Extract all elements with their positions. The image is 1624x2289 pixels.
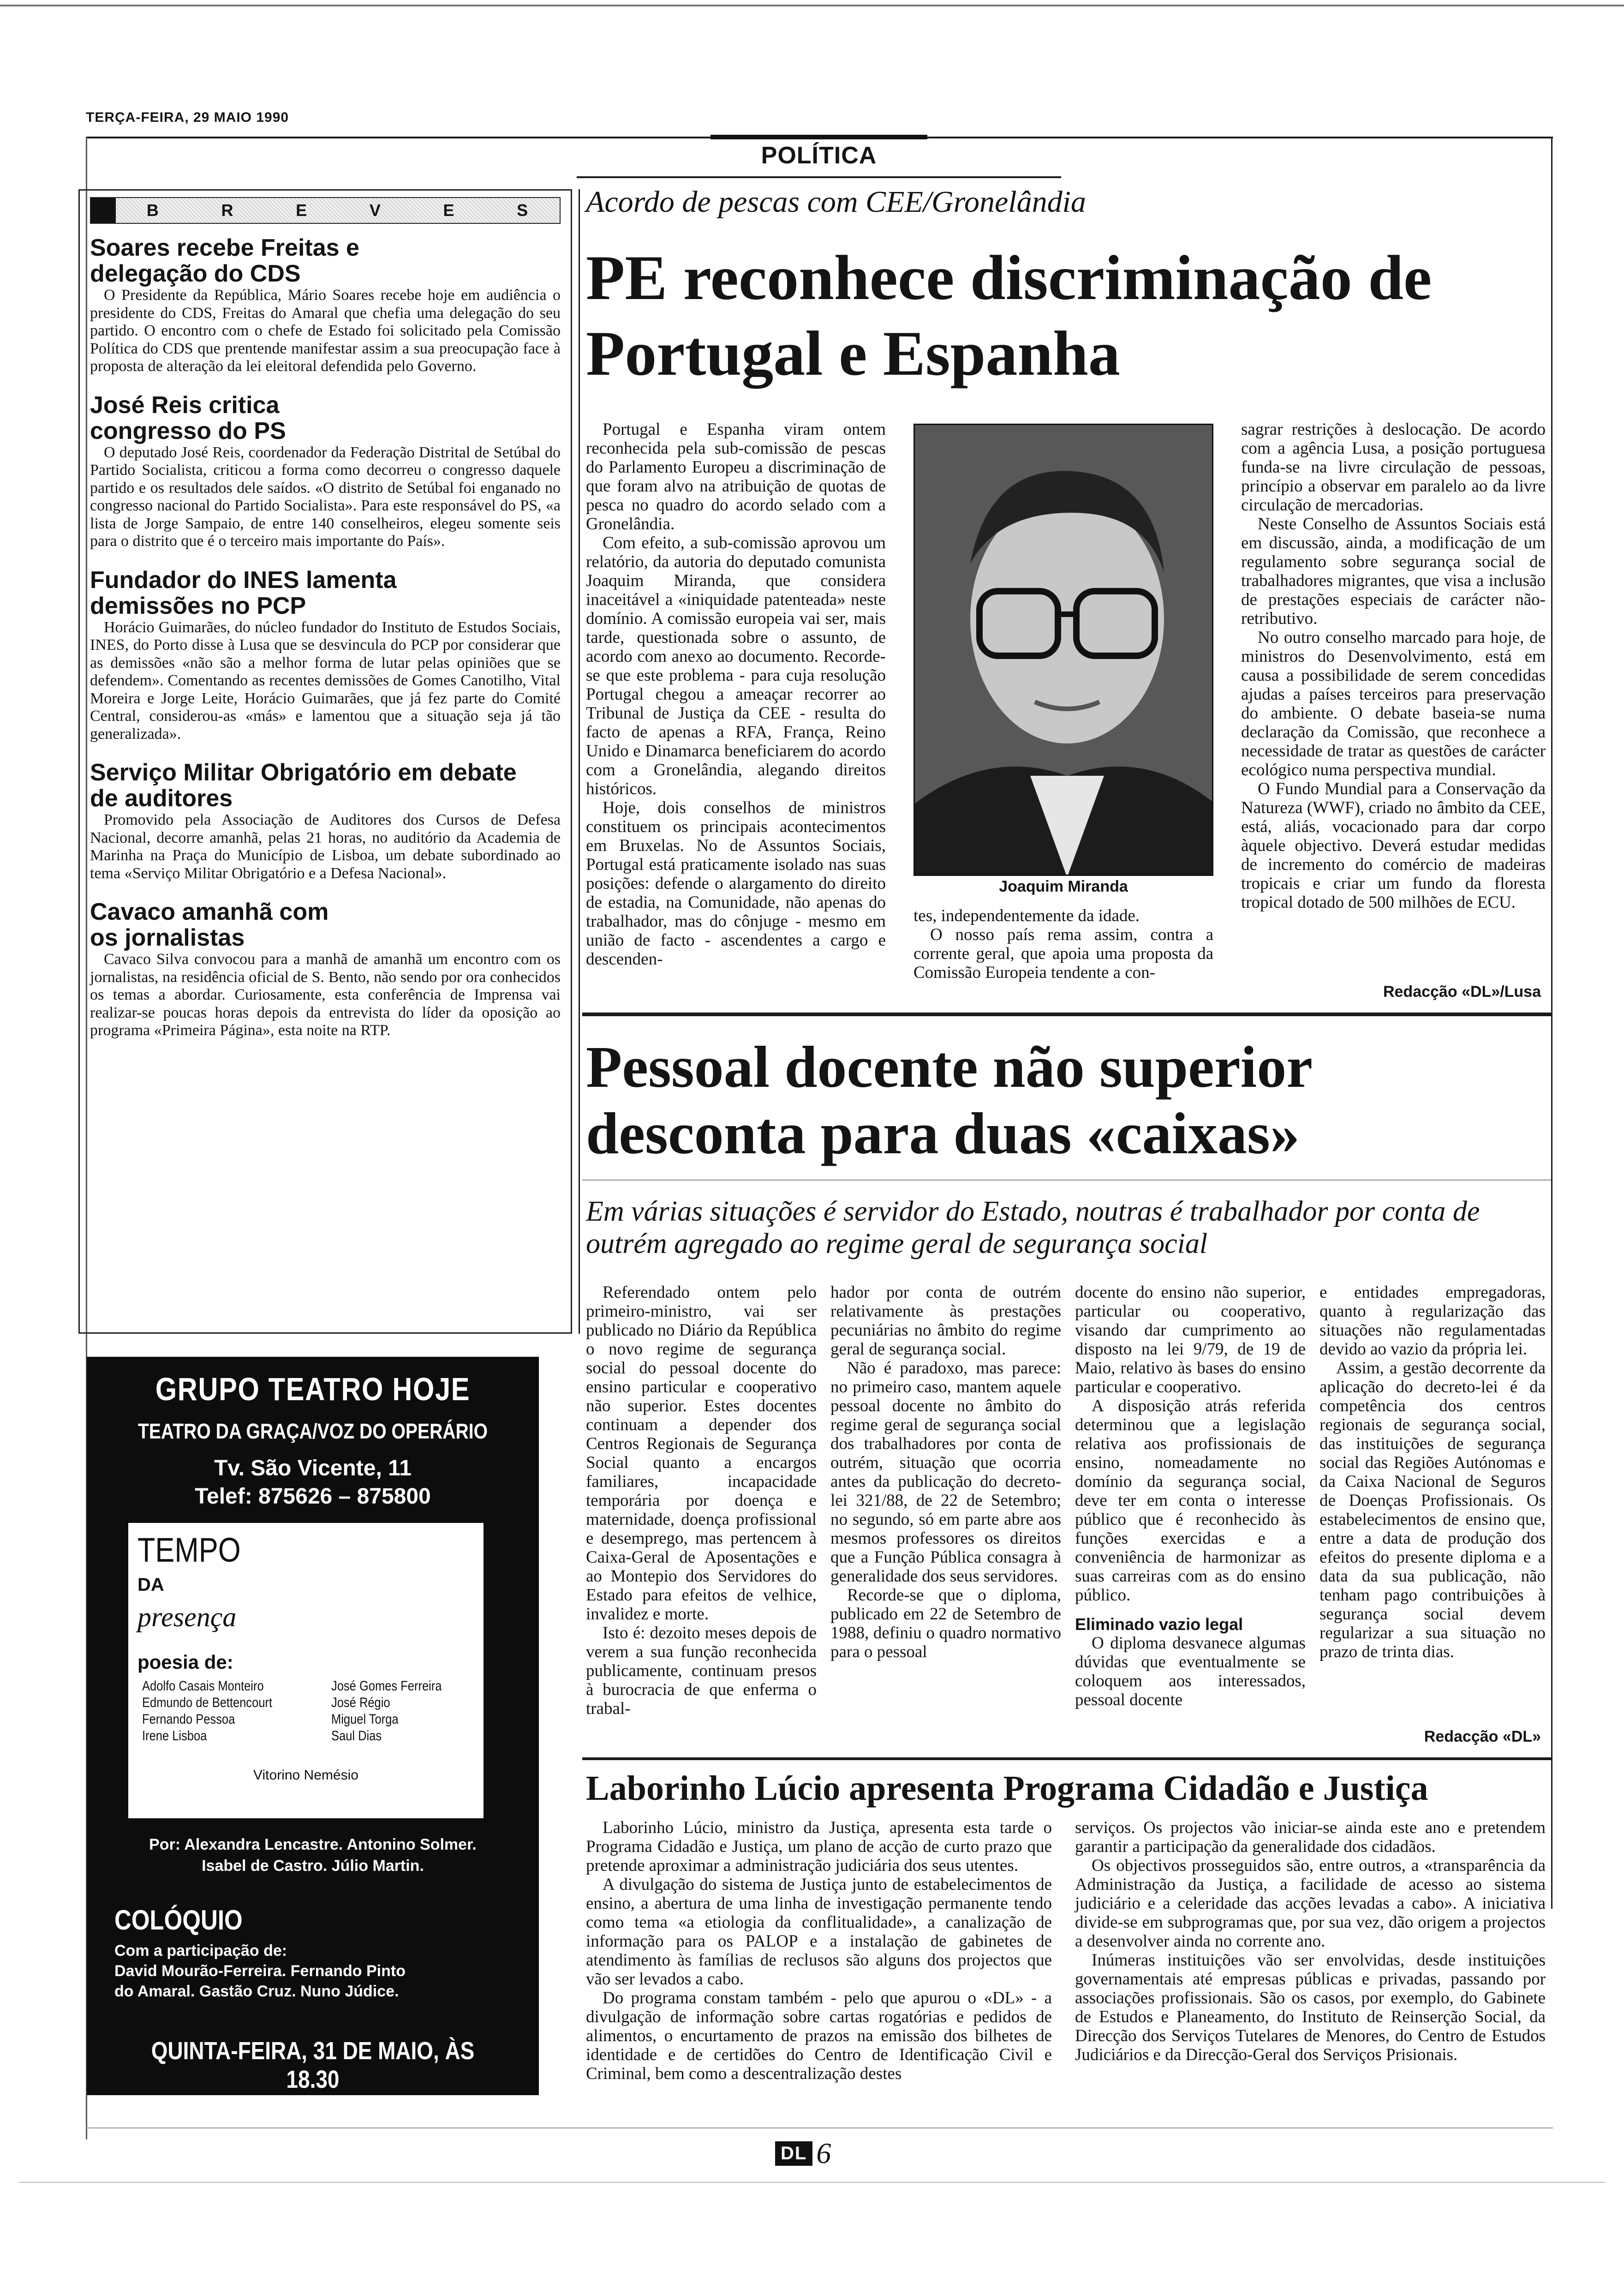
bottom-dotted-rule bbox=[86, 2127, 1553, 2128]
brief-body: Promovido pela Associação de Auditores dos Cursos de Defesa Nacional, decorre amanhã, pelas 21 horas, no auditório da Academia de Marinha na Praça do Município de Lisboa, um debate subordinado ao tema «Serviço Militar Obrigatório e a Defesa Nacional». bbox=[90, 811, 561, 882]
article3-headline: Laborinho Lúcio apresenta Programa Cidadão e Justiça bbox=[586, 1769, 1428, 1808]
ad-show-panel bbox=[128, 1523, 484, 1818]
breves-marker bbox=[91, 198, 116, 223]
brief-title: Cavaco amanhã com os jornalistas bbox=[90, 899, 329, 951]
ad-group-name: GRUPO TEATRO HOJE bbox=[155, 1371, 471, 1407]
poets-left-list: Adolfo Casais Monteiro Edmundo de Bettencourt Fernando Pessoa Irene Lisboa bbox=[142, 1678, 273, 1744]
article1-kicker: Acordo de pescas com CEE/Gronelândia bbox=[586, 185, 1086, 219]
brief-body: Cavaco Silva convocou para a manhã de amanhã um encontro com os jornalistas, na residência oficial de S. Bento, não sendo por ora conhecidos os temas a abordar. Curiosamente, esta conferência de Imprensa vai realizar-se poucas horas depois da entrevista do líder da oposição ao programa «Primeira Página», esta noite na RTP. bbox=[90, 951, 561, 1039]
show-title-da: DA bbox=[137, 1575, 164, 1595]
brief-item bbox=[90, 392, 561, 551]
brief-body: O deputado José Reis, coordenador da Federação Distrital de Setúbal do Partido Socialista, criticou a forma como decorreu o congresso daquele partido e os resultados dele saídos. «O distrito de Setúbal foi enganado no congresso nacional do Partido Socialista». Para este responsável do PS, «a lista de Jorge Sampaio, de entre 140 conselheiros, elegeu somente seis para o distrito que é o terceiro mais importante do País». bbox=[90, 443, 561, 550]
article1-bottom-rule bbox=[582, 1013, 1551, 1016]
poet-center: Vitorino Nemésio bbox=[253, 1768, 358, 1783]
article2-credit: Redacção «DL» bbox=[1424, 1728, 1541, 1745]
article2-inline-subhead: Eliminado vazio legal bbox=[1075, 1615, 1243, 1634]
article1-credit: Redacção «DL»/Lusa bbox=[1383, 983, 1541, 1001]
section-underline bbox=[577, 176, 1061, 178]
poetry-label: poesia de: bbox=[137, 1651, 233, 1673]
dl-logo-icon: DL bbox=[775, 2141, 812, 2166]
breves-column bbox=[78, 189, 572, 1334]
photo-caption: Joaquim Miranda bbox=[999, 878, 1128, 895]
joaquim-miranda-photo bbox=[914, 424, 1213, 876]
brief-title: Serviço Militar Obrigatório em debate de auditores bbox=[90, 759, 517, 812]
article2-subhead: Em várias situações é servidor do Estado, noutras é trabalhador por conta de outrém agregado ao regime geral de segurança social bbox=[586, 1196, 1480, 1259]
article2-column-2: hador por conta de outrém relativamente às prestações pecuniárias no âmbito do regime geral de segurança social. Não é paradoxo, mas parece: no primeiro caso, mantem aquele pessoal docente no âmbito do regime geral de segurança social dos trabalhadores por conta de outrém, situação que ocorria antes da publicação do decreto-lei 321/88, de 22 de Setembro; no segundo, só em parte abre aos mesmos professores os direitos que a Função Pública consagra à generalidade dos seus servidores. Recorde-se que o diploma, publicado em 22 de Setembro de 1988, definiu o quadro normativo para o pessoal bbox=[830, 1283, 1061, 1661]
scan-edge-line bbox=[0, 5, 1624, 6]
article2-column-1: Referendado ontem pelo primeiro-ministro, vai ser publicado no Diário da República o novo regime de segurança social do pessoal docente do ensino particular e cooperativo não superior. Estes docentes continuam a depender dos Centros Regionais de Segurança Social quanto a encargos familiares, incapacidade temporária por doença e maternidade, doença profissional e desemprego, mas pertencem à Caixa-Geral de Aposentações e ao Montepio dos Servidores do Estado para efeitos de velhice, invalidez e morte. Isto é: dezoito meses depois de verem a sua função reconhecida publicamente, continuam presos à burocracia de que enferma o trabal- bbox=[586, 1283, 817, 1718]
right-frame-rule bbox=[1551, 137, 1552, 1909]
breves-header bbox=[90, 197, 561, 224]
article2-column-3: docente do ensino não superior, particular ou cooperativo, visando dar cumprimento ao disposto na lei 9/79, de 19 de Maio, relativo às bases do ensino particular e cooperativo. A disposição atrás referida determinou que a legislação relativa aos profissionais de ensino, nomeadamente no domínio da segurança social, deve ter em conta o interesse público que é reconhecido às funções exercidas e a conveniência de harmonizar as suas carreiras com as do ensino público. Eliminado vazio legal O diploma desvanece algumas dúvidas que eventualmente se coloquem aos interessados, pessoal docente bbox=[1075, 1283, 1306, 1709]
section-label-box bbox=[710, 135, 927, 175]
brief-item bbox=[90, 899, 561, 1040]
scan-bottom-line bbox=[18, 2182, 1606, 2183]
article2-column-4: e entidades empregadoras, quanto à regularização das situações não regulamentadas devido ao vazio da própria lei. Assim, a gestão decorrente da aplicação do decreto-lei é da competência dos centros regionais de segurança social, das instituições de segurança social das Regiões Autónomas e da Caixa Nacional de Seguros de Doenças Profissionais. Os estabelecimentos de ensino que, entre a data de produção dos efeitos do presente diploma e a data da sua publicação, não tenham pago contribuições à segurança social devem regularizar a sua situação no prazo de trinta dias. bbox=[1320, 1283, 1546, 1661]
article1-headline: PE reconhece discriminação de Portugal e Espanha bbox=[586, 242, 1432, 389]
ad-coloquio: COLÓQUIO bbox=[114, 1905, 243, 1935]
article3-column-2: serviços. Os projectos vão iniciar-se ainda este ano e pretendem garantir a participação da generalidade dos cidadãos. Os objectivos prosseguidos são, entre outros, a «transparência da Administração da Justiça, a facilidade de acesso ao sistema judiciário e a celeridade das acções levadas a cabo». A iniciativa divide-se em subprogramas que, por sua vez, dão origem a projectos a desenvolver ainda no corrente ano. Inúmeras instituições vão ser envolvidas, desde instituições governamentais até empresas públicas e privadas, passando por associações profissionais. São os casos, por exemplo, do Gabinete de Estudos e Planeamento, do Instituto de Reinserção Social, da Direcção dos Serviços Tutelares de Menores, do Centro de Estudos Judiciários e da Direcção-Geral dos Serviços Prisionais. bbox=[1075, 1818, 1546, 2064]
brief-item bbox=[90, 567, 561, 743]
section-label: POLÍTICA bbox=[761, 142, 877, 169]
page-number: 6 bbox=[816, 2137, 831, 2169]
article2-headline: Pessoal docente não superior desconta para duas «caixas» bbox=[586, 1034, 1312, 1166]
ad-date-time: QUINTA-FEIRA, 31 DE MAIO, ÀS 18.30 bbox=[151, 2037, 475, 2093]
brief-body: O Presidente da República, Mário Soares recebe hoje em audiência o presidente do CDS, Freitas do Amaral que chefia uma delegação do seu partido. O encontro com o chefe de Estado foi solicitado pela Comissão Política do CDS que prentende manifestar assim a sua preocupação face à proposta de alteração da lei eleitoral defendida pelo Governo. bbox=[90, 287, 561, 375]
ad-phone: Telef: 875626 – 875800 bbox=[195, 1484, 431, 1509]
article2-bottom-rule bbox=[582, 1757, 1551, 1760]
breves-label: B R E V E S bbox=[146, 201, 529, 220]
brief-item bbox=[90, 235, 561, 376]
show-title-tempo: TEMPO bbox=[137, 1531, 241, 1569]
theatre-advertisement bbox=[87, 1357, 539, 2095]
article1-column-1: Portugal e Espanha viram ontem reconhecida pela sub-comissão de pescas do Parlamento Europeu a discriminação de que foram alvo na atribuição de quotas de pesca no quadro do acordo selado com a Gronelândia. Com efeito, a sub-comissão aprovou um relatório, da autoria do deputado comunista Joaquim Miranda, que considera inaceitável a «iniquidade patenteada» neste domínio. A comissão europeia vai ser, mais tarde, questionada sobre o assunto, de acordo com anexo ao documento. Recorde-se que este problema - para cuja resolução Portugal chegou a ameaçar recorrer ao Tribunal de Justiça da CEE - resulta do facto de apenas a RFA, França, Reino Unido e Dinamarca beneficiarem do acordo com a Gronelândia, alegando direitos históricos. Hoje, dois conselhos de ministros constituem os principais acontecimentos em Bruxelas. No de Assuntos Sociais, Portugal está praticamente isolado nas suas posições: defende o alargamento do direito de estadia, na Comunidade, não apenas do trabalhador, mas do cônjuge - mesmo em união de facto - ascendentes a cargo e descenden- bbox=[586, 420, 886, 969]
portrait-illustration bbox=[915, 425, 1213, 876]
briefs-divider bbox=[579, 189, 580, 1334]
article3-column-1: Laborinho Lúcio, ministro da Justiça, apresenta esta tarde o Programa Cidadão e Justiça, um plano de acção de curto prazo que pretende aproximar a administração judiciária dos seus utentes. A divulgação do sistema de Justiça junto de estabelecimentos de ensino, a abertura de uma linha de investigação permanente tendo como tema «a etiologia da conflitualidade», a canalização de informação para os PALOP e a instalação de gabinetes de atendimento às famílias de reclusos são alguns dos projectos que vão ser levados a cabo. Do programa constam também - pelo que apurou o «DL» - a divulgação de informação sobre cartas rogatórias e pedidos de alimentos, o encurtamento de prazos na emissão dos bilhetes de identidade e de certidões do Centro de Identificação Civil e Criminal, bem como a descentralização destes bbox=[586, 1818, 1052, 2083]
poets-right-list: José Gomes Ferreira José Régio Miguel Torga Saul Dias bbox=[331, 1678, 442, 1744]
ad-cast: Por: Alexandra Lencastre. Antonino Solmer. Isabel de Castro. Júlio Martin. bbox=[149, 1836, 477, 1875]
ad-address: Tv. São Vicente, 11 bbox=[214, 1456, 412, 1480]
ad-venue: TEATRO DA GRAÇA/VOZ DO OPERÁRIO bbox=[137, 1419, 488, 1443]
brief-title: José Reis critica congresso do PS bbox=[90, 391, 286, 444]
footer-logo bbox=[775, 2139, 831, 2167]
issue-date: TERÇA-FEIRA, 29 MAIO 1990 bbox=[86, 110, 289, 125]
brief-item bbox=[90, 760, 561, 882]
ad-participation: Com a participação de: David Mourão-Ferreira. Fernando Pinto do Amaral. Gastão Cruz. Nuno Júdice. bbox=[114, 1942, 406, 2000]
brief-body: Horácio Guimarães, do núcleo fundador do Instituto de Estudos Sociais, INES, do Porto disse à Lusa que se desvincula do PCP por considerar que as demissões «não são a melhor forma de lutar pelas opiniões que se defendem». Comentando as recentes demissões de Gomes Canotilho, Vital Moreira e Jorge Leite, Horácio Guimarães, que já fez parte do Comité Central, considerou-as «más» e lamentou que a situação seja já tão generalizada». bbox=[90, 618, 561, 743]
article1-column-2: tes, independentemente da idade. O nosso país rema assim, contra a corrente geral, que apoia uma proposta da Comissão Europeia tendente a con- bbox=[914, 906, 1213, 982]
article1-column-3: sagrar restrições à deslocação. De acordo com a agência Lusa, a posição portuguesa funda-se na livre circulação de pessoas, princípio a observar em paralelo ao da livre circulação de mercadorias. Neste Conselho de Assuntos Sociais está em discussão, ainda, a modificação de um regulamento sobre segurança social de trabalhadores migrantes, que visa a inclusão de prestações especiais de carácter não-retributivo. No outro conselho marcado para hoje, de ministros do Desenvolvimento, está em causa a possibilidade de serem concedidas ajudas a países terceiros para preservação do ambiente. O debate baseia-se numa declaração da Comissão, que reconhece a necessidade de tratar as questões de carácter ecológico numa perspectiva mundial. O Fundo Mundial para a Conservação da Natureza (WWF), criado no âmbito da CEE, está, aliás, vocacionado para dar corpo àquele objectivo. Deverá estudar medidas de incremento do comércio de madeiras tropicais e criar um fundo da floresta tropical dotado de 500 milhões de ECU. bbox=[1241, 420, 1546, 912]
brief-title: Soares recebe Freitas e delegação do CDS bbox=[90, 234, 359, 287]
show-title-presenca: presença bbox=[137, 1602, 237, 1632]
brief-title: Fundador do INES lamenta demissões no PCP bbox=[90, 566, 397, 619]
